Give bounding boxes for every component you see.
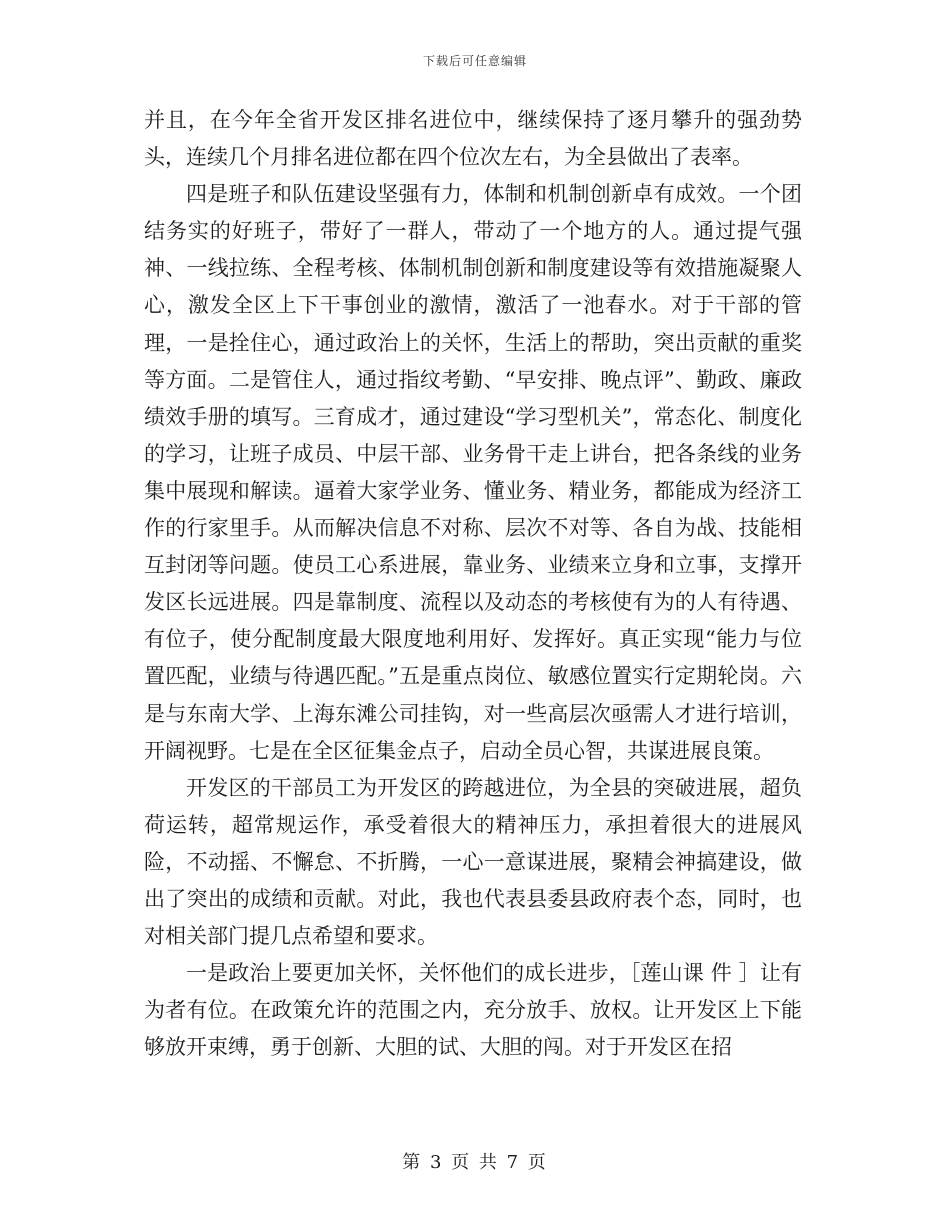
paragraph-continuation: 并且，在今年全省开发区排名进位中，继续保持了逐月攀升的强劲势头，连续几个月排名进位都在四个位次左右，为全县做出了表率。 <box>144 108 802 170</box>
paragraph-staff-contribution: 开发区的干部员工为开发区的跨越进位，为全县的突破进展，超负荷运转，超常规运作，承受着很大的精神压力，承担着很大的进展风险，不动摇、不懈怠、不折腾，一心一意谋进展，聚精会神搞建设，做出了突出的成绩和贡献。对此，我也代表县委县政府表个态，同时，也对相关部门提几点希望和要求。 <box>144 775 802 949</box>
document-body <box>144 102 802 1066</box>
paragraph-team-building: 四是班子和队伍建设坚强有力，体制和机制创新卓有成效。一个团结务实的好班子，带好了一群人，带动了一个地方的人。通过提气强神、一线拉练、全程考核、体制机制创新和制度建设等有效措施凝聚人心，激发全区上下干事创业的激情，激活了一池春水。对于干部的管理，一是拴住心，通过政治上的关怀，生活上的帮助，突出贡献的重奖等方面。二是管住人，通过指纹考勤、“早安排、晚点评”、勤政、廉政绩效手册的填写。三育成才，通过建设“学习型机关”，常态化、制度化的学习，让班子成员、中层干部、业务骨干走上讲台，把各条线的业务集中展现和解读。逼着大家学业务、懂业务、精业务，都能成为经济工作的行家里手。从而解决信息不对称、层次不对等、各自为战、技能相互封闭等问题。使员工心系进展，靠业务、业绩来立身和立事，支撑开发区长远进展。四是靠制度、流程以及动态的考核使有为的人有待遇、有位子，使分配制度最大限度地利用好、发挥好。真正实现“能力与位置匹配，业绩与待遇匹配。”五是重点岗位、敏感位置实行定期轮岗。六是与东南大学、上海东滩公司挂钩，对一些高层次亟需人才进行培训，开阔视野。七是在全区征集金点子，启动全员心智，共谋进展良策。 <box>144 182 802 763</box>
page-header-note: 下载后可任意编辑 <box>422 54 527 68</box>
page-number: 第 3 页 共 7 页 <box>402 1152 548 1173</box>
paragraph-political-care: 一是政治上要更加关怀，关怀他们的成长进步，［莲山课 件 ］让有为者有位。在政策允许的范围之内，充分放手、放权。让开发区上下能够放开束缚，勇于创新、大胆的试、大胆的闯。对于开发区在招 <box>144 961 802 1060</box>
